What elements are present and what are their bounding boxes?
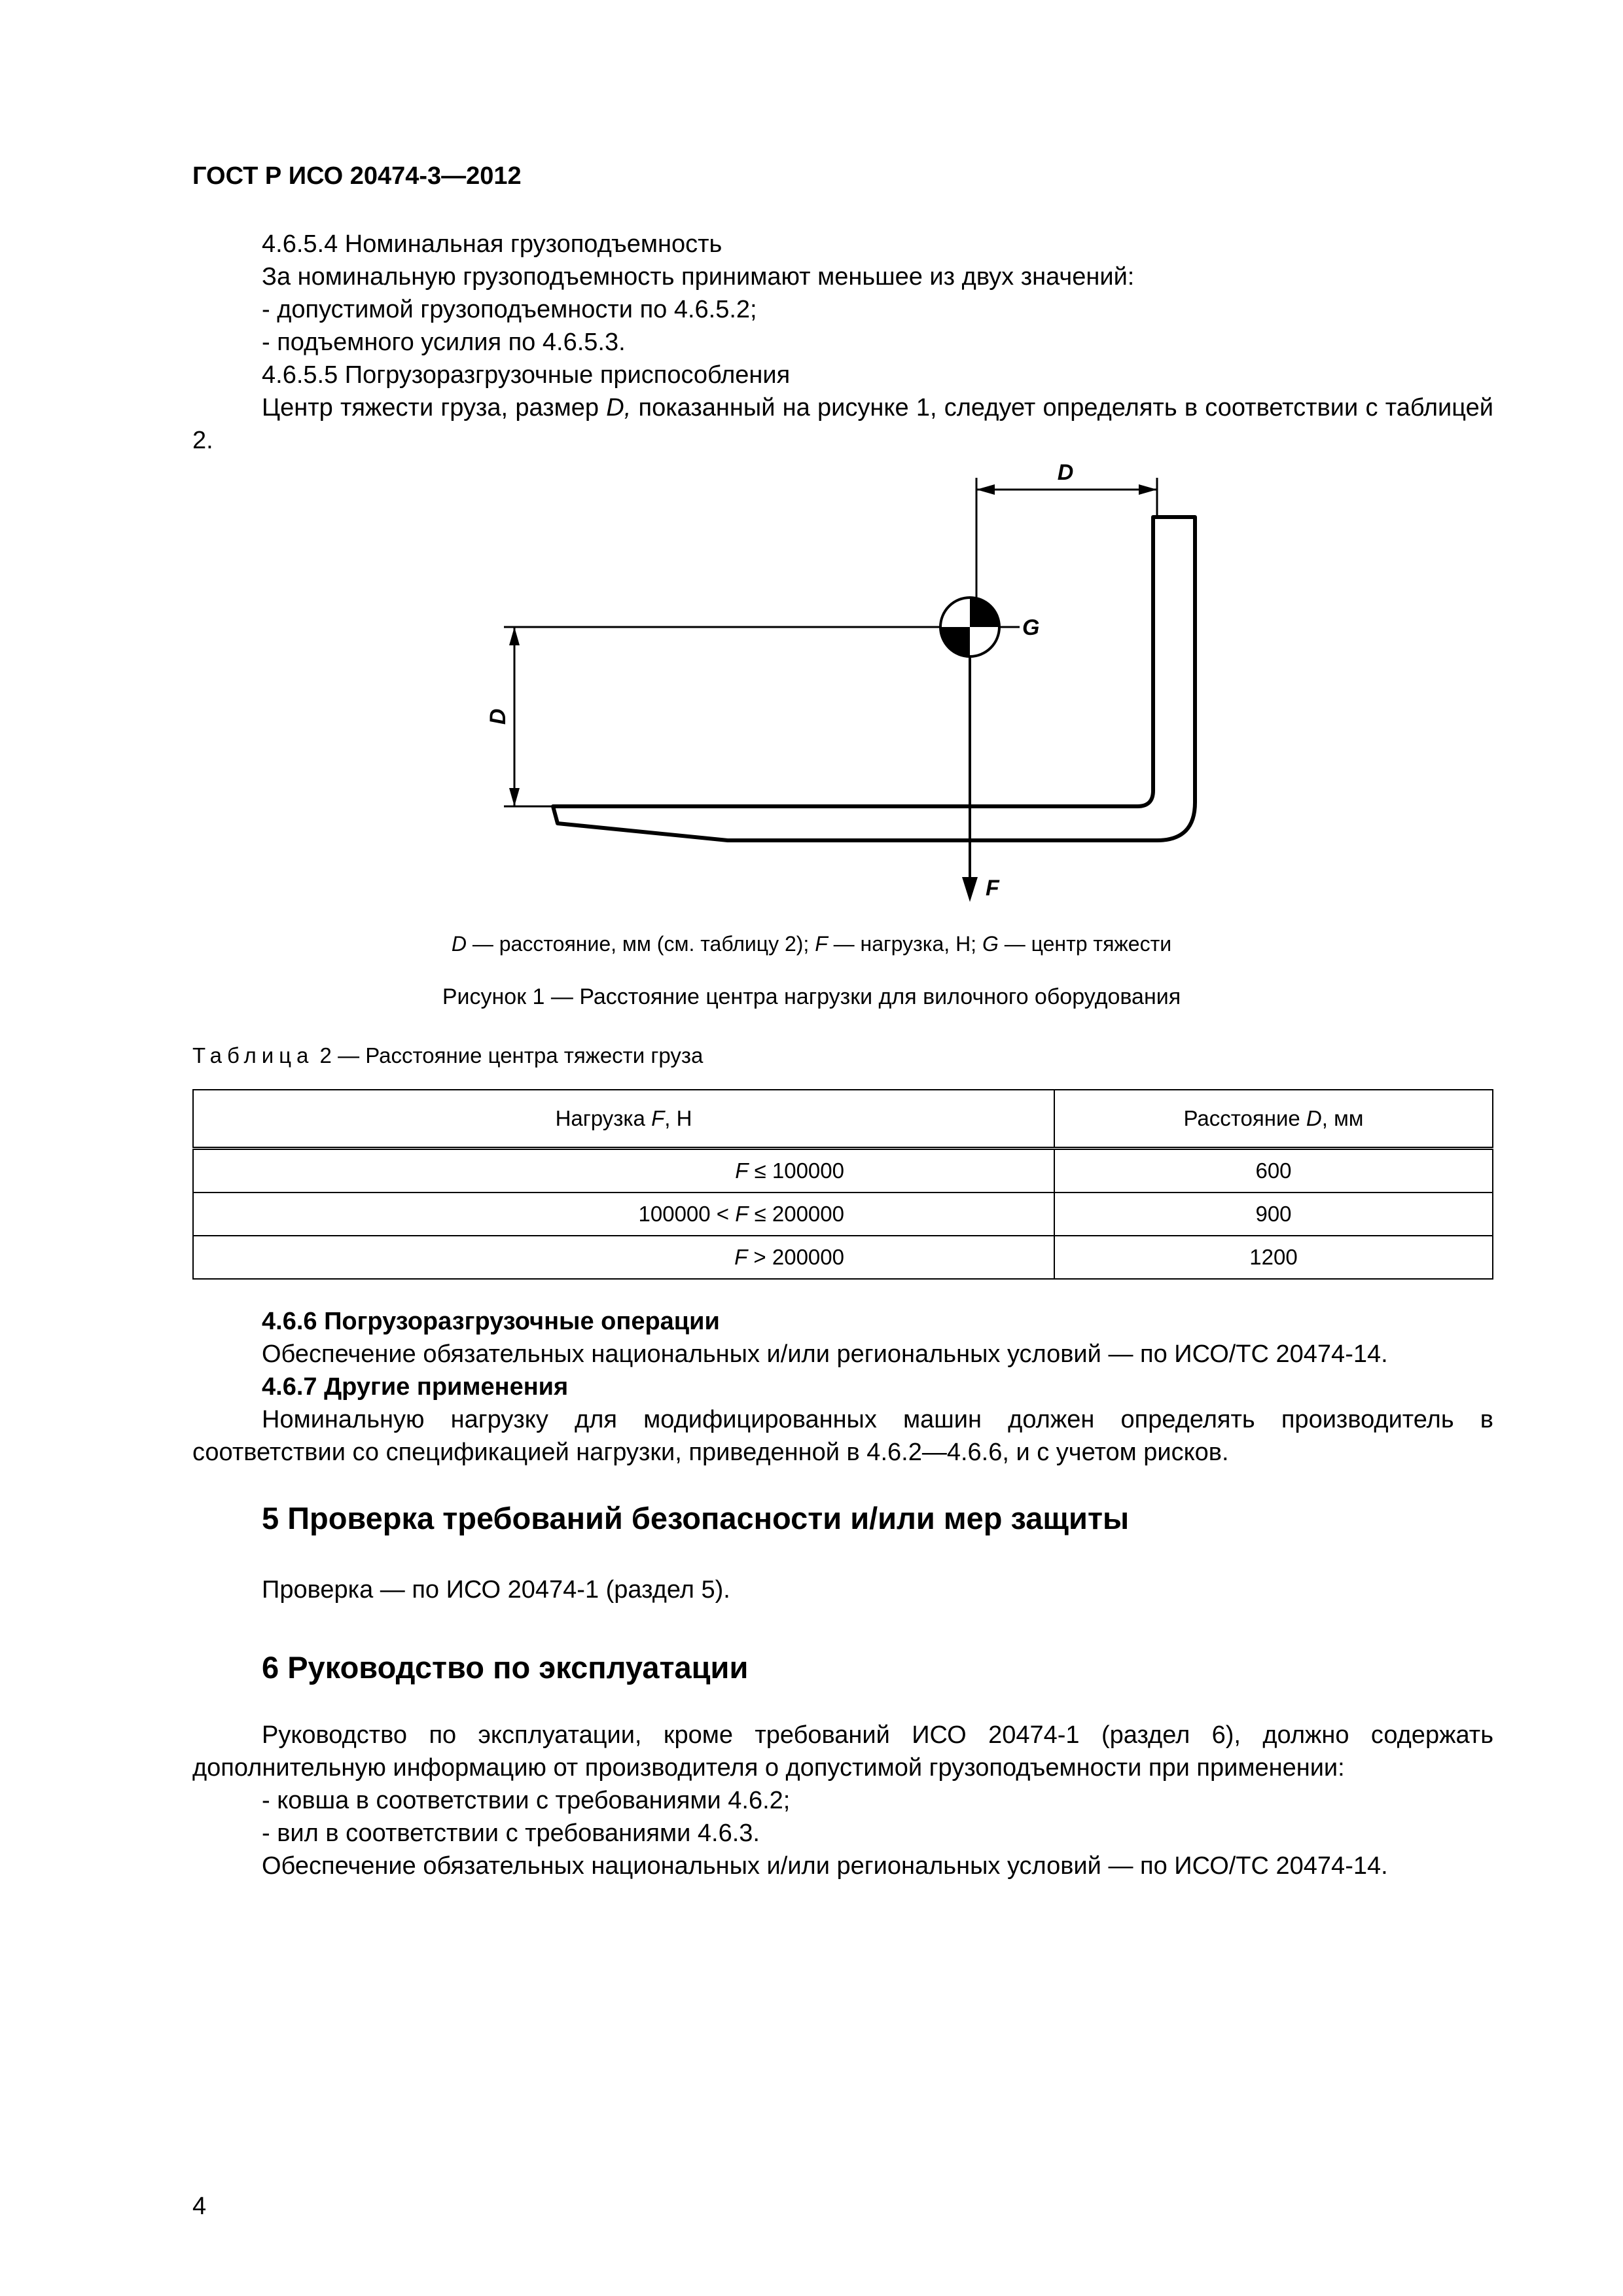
section-6-heading: 6 Руководство по эксплуатации [262, 1650, 749, 1685]
figure-legend: D — расстояние, мм (см. таблицу 2); F — нагрузка, Н; G — центр тяжести [451, 932, 1172, 956]
table-row: F ≤ 100000 600 [193, 1149, 1493, 1193]
label-d-top: D [1057, 460, 1074, 485]
list-item-forks: - вил в соответствии с требованиями 4.6.3. [262, 1820, 760, 1847]
label-g: G [1022, 615, 1040, 640]
clause-4-6-5-4-text: За номинальную грузоподъемность принимают меньшее из двух значений: [262, 263, 1135, 291]
document-header: ГОСТ Р ИСО 20474-3—2012 [192, 162, 522, 190]
list-item-lifting-force: - подъемного усилия по 4.6.5.3. [262, 329, 626, 356]
clause-4-6-7-text: Номинальную нагрузку для модифицированных машин должен определять производитель в соответствии со спецификацией нагрузки, приведенной в 4.6.2—4.6.6, и с учетом рисков. [192, 1406, 1493, 1466]
fork-diagram [0, 0, 1623, 1047]
clause-4-6-6-text: Обеспечение обязательных национальных и/или региональных условий — по ИСО/ТС 20474-14. [262, 1340, 1388, 1368]
label-d-left: D [486, 708, 510, 725]
load-force-arrow [962, 877, 978, 902]
clause-4-6-5-5-title: 4.6.5.5 Погрузоразгрузочные приспособления [262, 361, 791, 389]
section-5-text: Проверка — по ИСО 20474-1 (раздел 5). [262, 1576, 730, 1604]
load-distance-table [192, 1089, 1493, 1280]
table-row: F > 200000 1200 [193, 1236, 1493, 1279]
page-number: 4 [192, 2193, 207, 2220]
dimension-arrow-left [976, 484, 995, 495]
dimension-arrow-up [509, 627, 520, 645]
clause-4-6-6-heading: 4.6.6 Погрузоразгрузочные операции [262, 1308, 720, 1335]
section-6-text: Руководство по эксплуатации, кроме требований ИСО 20474-1 (раздел 6), должно содержать дополнительную информацию от производителя о допустимой грузоподъемности при применении: [192, 1721, 1493, 1782]
label-f: F [986, 876, 999, 901]
list-item-bucket: - ковша в соответствии с требованиями 4.6.2; [262, 1787, 791, 1814]
table-title: Таблица 2 — Расстояние центра тяжести груза [192, 1043, 704, 1067]
dimension-arrow-down [509, 788, 520, 806]
section-5-heading: 5 Проверка требований безопасности и/или мер защиты [262, 1501, 1130, 1535]
dimension-arrow-right [1139, 484, 1157, 495]
section-6-text-2: Обеспечение обязательных национальных и/или региональных условий — по ИСО/ТС 20474-14. [262, 1852, 1388, 1880]
table-header-load: Нагрузка F, Н [193, 1090, 1054, 1149]
table-header-distance: Расстояние D, мм [1054, 1090, 1493, 1149]
clause-4-6-7-heading: 4.6.7 Другие применения [262, 1373, 569, 1401]
table-row: 100000 < F ≤ 200000 900 [193, 1193, 1493, 1236]
list-item-permissible: - допустимой грузоподъемности по 4.6.5.2; [262, 296, 757, 323]
figure-caption: Рисунок 1 — Расстояние центра нагрузки для вилочного оборудования [442, 984, 1181, 1009]
clause-4-6-5-5-text: Центр тяжести груза, размер D, показанный на рисунке 1, следует определять в соответствии с таблицей 2. [192, 394, 1493, 454]
fork-outline [553, 517, 1195, 840]
clause-4-6-5-4-title: 4.6.5.4 Номинальная грузоподъемность [262, 230, 722, 258]
